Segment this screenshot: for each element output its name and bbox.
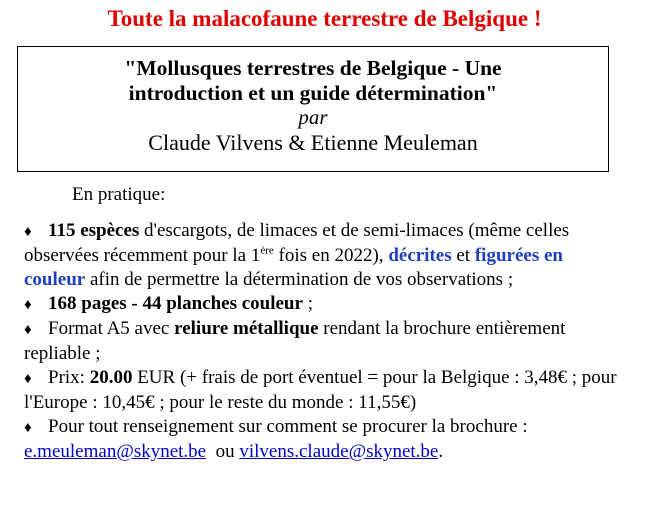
pages-text: ; xyxy=(302,293,313,314)
species-count: 115 espèces xyxy=(48,220,140,241)
species-text-4: afin de permettre la détermination de vos observations ; xyxy=(85,269,514,290)
species-text-3: et xyxy=(451,245,475,266)
format-text-1: Format A5 avec xyxy=(48,318,175,339)
price-label: Prix: xyxy=(48,367,90,388)
email-link-meuleman[interactable]: e.meuleman@skynet.be xyxy=(24,441,207,462)
diamond-icon: ♦ xyxy=(24,420,32,436)
diamond-icon: ♦ xyxy=(24,371,32,387)
pages-count: 168 pages - 44 planches couleur xyxy=(48,293,303,314)
price-text: EUR (+ frais de port éventuel = pour la Belgique : 3,48€ ; pour l'Europe : 10,45€ ; pour le reste du monde : 11,55€) xyxy=(24,367,617,413)
price-value: 20.00 xyxy=(89,367,133,388)
email-link-vilvens[interactable]: vilvens.claude@skynet.be xyxy=(239,441,439,462)
color-figures-highlight: figurées en couleur xyxy=(24,245,563,290)
contact-separator: ou xyxy=(206,441,240,462)
described-highlight: décrites xyxy=(388,245,452,266)
binding-highlight: reliure métallique xyxy=(174,318,319,339)
diamond-icon: ♦ xyxy=(24,322,32,338)
format-text-2: rendant la brochure entièrement repliable ; xyxy=(24,318,566,364)
section-label: En pratique: xyxy=(72,184,166,205)
by-label: par xyxy=(298,105,328,129)
bullet-species xyxy=(24,219,624,292)
bullet-format xyxy=(24,317,624,366)
book-title-line-2: introduction et un guide détermination" xyxy=(128,81,498,105)
headline: Toute la malacofaune terrestre de Belgique ! xyxy=(107,6,542,31)
species-sup: ère xyxy=(260,244,274,257)
book-title-line-1: "Mollusques terrestres de Belgique - Une xyxy=(124,56,502,80)
diamond-icon: ♦ xyxy=(24,297,32,313)
bullet-price xyxy=(24,366,624,415)
species-text-2: fois en 2022), xyxy=(273,245,389,266)
bullet-list xyxy=(24,219,624,464)
diamond-icon: ♦ xyxy=(24,224,32,240)
contact-text: Pour tout renseignement sur comment se procurer la brochure : xyxy=(48,416,528,437)
authors: Claude Vilvens & Etienne Meuleman xyxy=(148,130,478,155)
species-text-1: d'escargots, de limaces et de semi-limaces (même celles observées récemment pour la 1 xyxy=(24,220,570,266)
bullet-pages xyxy=(24,292,624,317)
contact-end: . xyxy=(438,441,444,462)
book-title-box xyxy=(17,46,609,172)
bullet-contact xyxy=(24,415,624,464)
